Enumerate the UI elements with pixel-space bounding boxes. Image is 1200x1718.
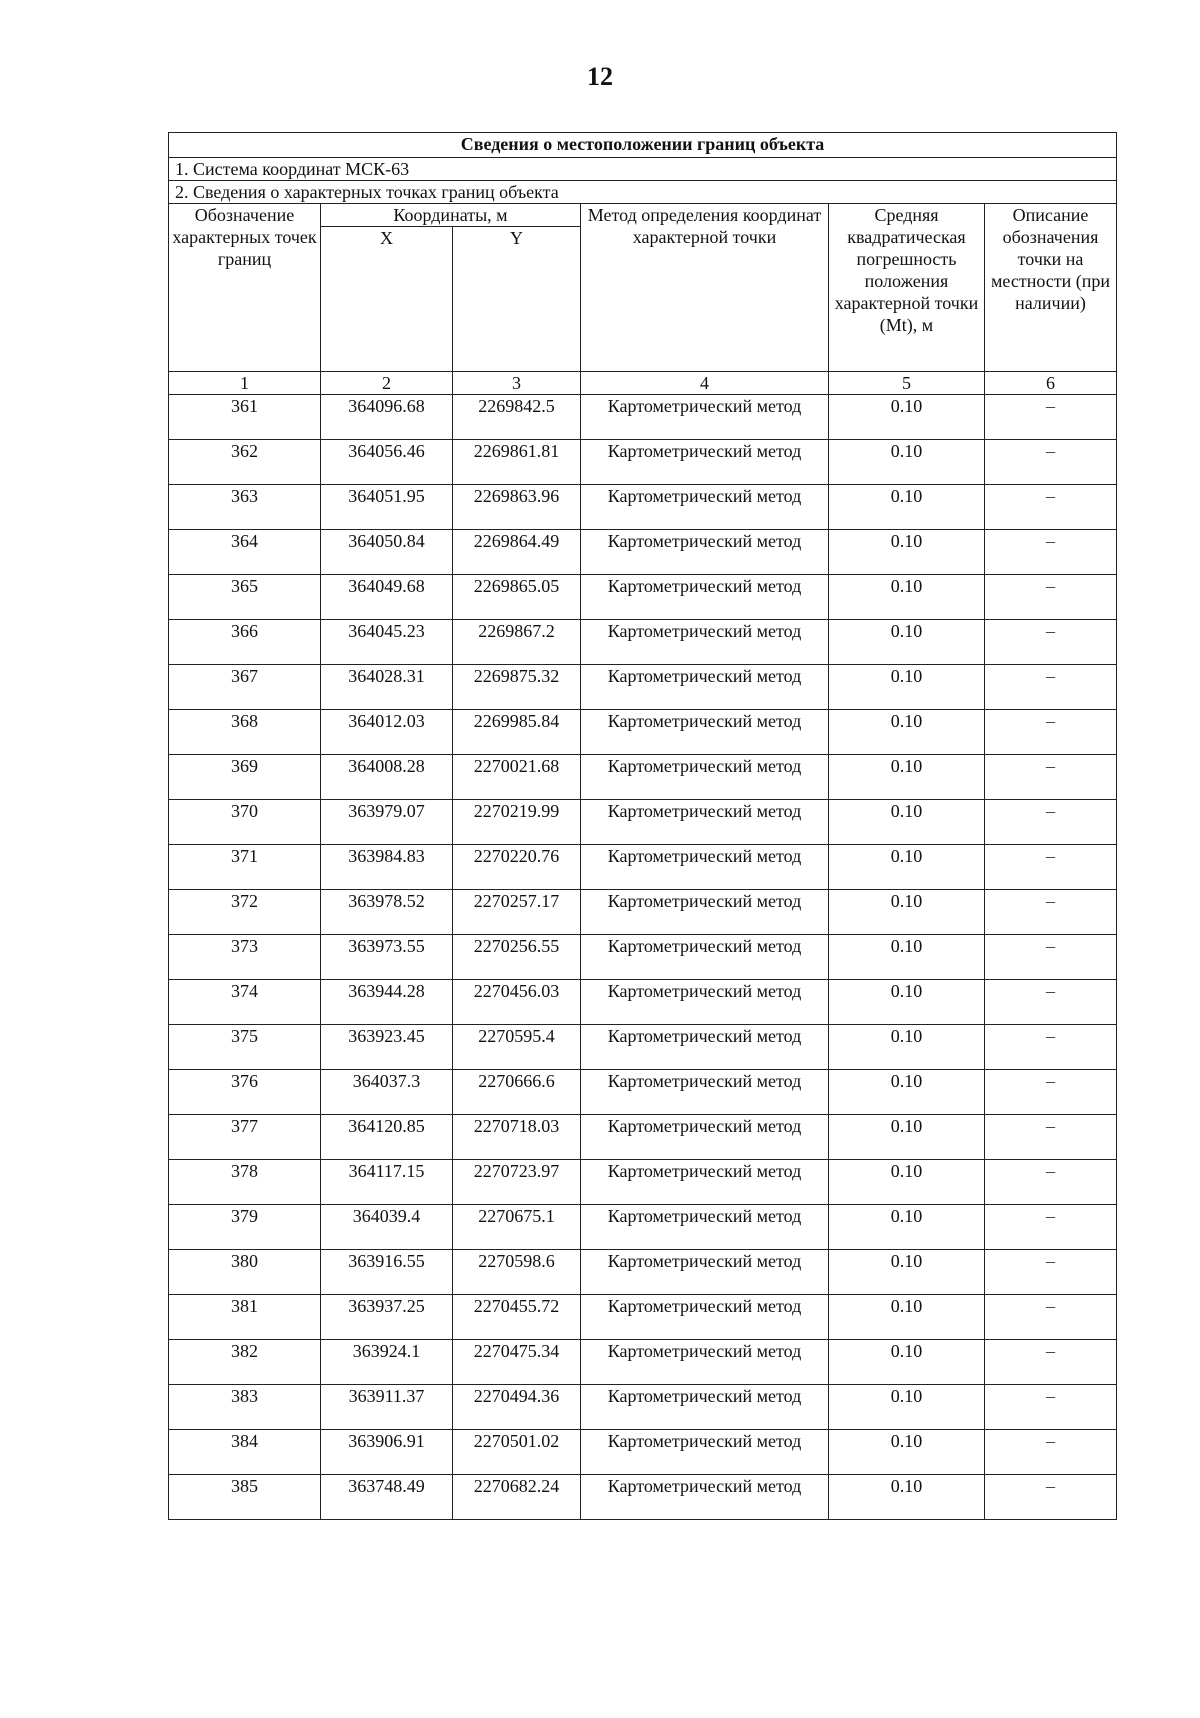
y-coordinate-cell: 2270456.03	[453, 980, 581, 1025]
x-coordinate-cell: 364117.15	[321, 1160, 453, 1205]
method-cell: Картометрический метод	[581, 1070, 829, 1115]
y-coordinate-cell: 2270455.72	[453, 1295, 581, 1340]
point-id-cell: 365	[169, 575, 321, 620]
description-cell: –	[985, 530, 1117, 575]
points-section-line: 2. Сведения о характерных точках границ объекта	[169, 181, 1117, 204]
error-cell: 0.10	[829, 1160, 985, 1205]
y-coordinate-cell: 2270494.36	[453, 1385, 581, 1430]
method-cell: Картометрический метод	[581, 845, 829, 890]
y-coordinate-cell: 2269864.49	[453, 530, 581, 575]
method-cell: Картометрический метод	[581, 440, 829, 485]
method-cell: Картометрический метод	[581, 890, 829, 935]
y-coordinate-cell: 2269875.32	[453, 665, 581, 710]
description-cell: –	[985, 1430, 1117, 1475]
description-cell: –	[985, 755, 1117, 800]
table-row	[169, 1340, 1117, 1385]
method-cell: Картометрический метод	[581, 1250, 829, 1295]
error-cell: 0.10	[829, 1295, 985, 1340]
x-coordinate-cell: 364056.46	[321, 440, 453, 485]
header-x: X	[321, 227, 453, 372]
column-number: 2	[321, 372, 453, 395]
x-coordinate-cell: 364051.95	[321, 485, 453, 530]
y-coordinate-cell: 2270666.6	[453, 1070, 581, 1115]
error-cell: 0.10	[829, 710, 985, 755]
x-coordinate-cell: 363937.25	[321, 1295, 453, 1340]
table-row	[169, 1025, 1117, 1070]
table-row	[169, 1205, 1117, 1250]
method-cell: Картометрический метод	[581, 755, 829, 800]
x-coordinate-cell: 364012.03	[321, 710, 453, 755]
method-cell: Картометрический метод	[581, 530, 829, 575]
x-coordinate-cell: 363979.07	[321, 800, 453, 845]
method-cell: Картометрический метод	[581, 1295, 829, 1340]
error-cell: 0.10	[829, 1475, 985, 1520]
table-row	[169, 1250, 1117, 1295]
method-cell: Картометрический метод	[581, 980, 829, 1025]
table-row	[169, 710, 1117, 755]
x-coordinate-cell: 363924.1	[321, 1340, 453, 1385]
y-coordinate-cell: 2269842.5	[453, 395, 581, 440]
method-cell: Картометрический метод	[581, 620, 829, 665]
x-coordinate-cell: 364120.85	[321, 1115, 453, 1160]
error-cell: 0.10	[829, 620, 985, 665]
column-number: 5	[829, 372, 985, 395]
method-cell: Картометрический метод	[581, 485, 829, 530]
x-coordinate-cell: 363978.52	[321, 890, 453, 935]
description-cell: –	[985, 935, 1117, 980]
description-cell: –	[985, 1295, 1117, 1340]
error-cell: 0.10	[829, 575, 985, 620]
table-row	[169, 530, 1117, 575]
point-id-cell: 374	[169, 980, 321, 1025]
description-cell: –	[985, 710, 1117, 755]
description-cell: –	[985, 575, 1117, 620]
column-numbers-row	[169, 372, 1117, 395]
description-cell: –	[985, 1340, 1117, 1385]
error-cell: 0.10	[829, 665, 985, 710]
error-cell: 0.10	[829, 485, 985, 530]
y-coordinate-cell: 2270723.97	[453, 1160, 581, 1205]
point-id-cell: 363	[169, 485, 321, 530]
table-row	[169, 1070, 1117, 1115]
error-cell: 0.10	[829, 395, 985, 440]
table-row	[169, 890, 1117, 935]
y-coordinate-cell: 2270598.6	[453, 1250, 581, 1295]
coordinate-system-line: 1. Система координат МСК-63	[169, 158, 1117, 181]
table-row	[169, 440, 1117, 485]
method-cell: Картометрический метод	[581, 1340, 829, 1385]
point-id-cell: 372	[169, 890, 321, 935]
error-cell: 0.10	[829, 1250, 985, 1295]
header-point-designation: Обозначение характерных точек границ	[169, 204, 321, 372]
error-cell: 0.10	[829, 980, 985, 1025]
method-cell: Картометрический метод	[581, 1025, 829, 1070]
description-cell: –	[985, 1250, 1117, 1295]
error-cell: 0.10	[829, 1205, 985, 1250]
point-id-cell: 362	[169, 440, 321, 485]
method-cell: Картометрический метод	[581, 575, 829, 620]
method-cell: Картометрический метод	[581, 1385, 829, 1430]
x-coordinate-cell: 364096.68	[321, 395, 453, 440]
header-error: Средняя квадратическая погрешность положения характерной точки (Mt), м	[829, 204, 985, 372]
method-cell: Картометрический метод	[581, 800, 829, 845]
description-cell: –	[985, 1070, 1117, 1115]
description-cell: –	[985, 1205, 1117, 1250]
table-row	[169, 1475, 1117, 1520]
method-cell: Картометрический метод	[581, 1115, 829, 1160]
header-description: Описание обозначения точки на местности (при наличии)	[985, 204, 1117, 372]
table-row	[169, 800, 1117, 845]
y-coordinate-cell: 2270021.68	[453, 755, 581, 800]
x-coordinate-cell: 364050.84	[321, 530, 453, 575]
error-cell: 0.10	[829, 755, 985, 800]
x-coordinate-cell: 363944.28	[321, 980, 453, 1025]
description-cell: –	[985, 440, 1117, 485]
description-cell: –	[985, 1475, 1117, 1520]
point-id-cell: 366	[169, 620, 321, 665]
description-cell: –	[985, 845, 1117, 890]
point-id-cell: 381	[169, 1295, 321, 1340]
point-id-cell: 368	[169, 710, 321, 755]
table-row	[169, 485, 1117, 530]
error-cell: 0.10	[829, 1385, 985, 1430]
y-coordinate-cell: 2270501.02	[453, 1430, 581, 1475]
method-cell: Картометрический метод	[581, 1430, 829, 1475]
table-row	[169, 1115, 1117, 1160]
table-row	[169, 1295, 1117, 1340]
description-cell: –	[985, 1025, 1117, 1070]
x-coordinate-cell: 363906.91	[321, 1430, 453, 1475]
method-cell: Картометрический метод	[581, 1205, 829, 1250]
y-coordinate-cell: 2270718.03	[453, 1115, 581, 1160]
method-cell: Картометрический метод	[581, 710, 829, 755]
boundary-points-table	[168, 132, 1117, 1520]
table-row	[169, 1385, 1117, 1430]
table-row	[169, 575, 1117, 620]
error-cell: 0.10	[829, 440, 985, 485]
point-id-cell: 385	[169, 1475, 321, 1520]
header-coordinates: Координаты, м	[321, 204, 581, 227]
description-cell: –	[985, 485, 1117, 530]
description-cell: –	[985, 800, 1117, 845]
y-coordinate-cell: 2270220.76	[453, 845, 581, 890]
table-row	[169, 620, 1117, 665]
error-cell: 0.10	[829, 890, 985, 935]
description-cell: –	[985, 980, 1117, 1025]
description-cell: –	[985, 665, 1117, 710]
table-row	[169, 980, 1117, 1025]
description-cell: –	[985, 1160, 1117, 1205]
y-coordinate-cell: 2269867.2	[453, 620, 581, 665]
table-title: Сведения о местоположении границ объекта	[169, 133, 1117, 158]
table-row	[169, 395, 1117, 440]
point-id-cell: 382	[169, 1340, 321, 1385]
method-cell: Картометрический метод	[581, 1160, 829, 1205]
point-id-cell: 370	[169, 800, 321, 845]
point-id-cell: 380	[169, 1250, 321, 1295]
method-cell: Картометрический метод	[581, 665, 829, 710]
page-number: 12	[587, 62, 613, 91]
y-coordinate-cell: 2269985.84	[453, 710, 581, 755]
table-row	[169, 755, 1117, 800]
point-id-cell: 383	[169, 1385, 321, 1430]
error-cell: 0.10	[829, 1070, 985, 1115]
x-coordinate-cell: 364045.23	[321, 620, 453, 665]
header-y: Y	[453, 227, 581, 372]
x-coordinate-cell: 364039.4	[321, 1205, 453, 1250]
table-row	[169, 665, 1117, 710]
x-coordinate-cell: 363916.55	[321, 1250, 453, 1295]
description-cell: –	[985, 620, 1117, 665]
point-id-cell: 378	[169, 1160, 321, 1205]
error-cell: 0.10	[829, 1430, 985, 1475]
y-coordinate-cell: 2270682.24	[453, 1475, 581, 1520]
error-cell: 0.10	[829, 1340, 985, 1385]
point-id-cell: 364	[169, 530, 321, 575]
error-cell: 0.10	[829, 845, 985, 890]
x-coordinate-cell: 363911.37	[321, 1385, 453, 1430]
error-cell: 0.10	[829, 1025, 985, 1070]
column-number: 4	[581, 372, 829, 395]
point-id-cell: 375	[169, 1025, 321, 1070]
x-coordinate-cell: 364008.28	[321, 755, 453, 800]
error-cell: 0.10	[829, 530, 985, 575]
x-coordinate-cell: 363984.83	[321, 845, 453, 890]
point-id-cell: 373	[169, 935, 321, 980]
table-row	[169, 935, 1117, 980]
table-row	[169, 1160, 1117, 1205]
error-cell: 0.10	[829, 935, 985, 980]
point-id-cell: 371	[169, 845, 321, 890]
description-cell: –	[985, 1385, 1117, 1430]
point-id-cell: 379	[169, 1205, 321, 1250]
point-id-cell: 377	[169, 1115, 321, 1160]
point-id-cell: 361	[169, 395, 321, 440]
y-coordinate-cell: 2269865.05	[453, 575, 581, 620]
error-cell: 0.10	[829, 800, 985, 845]
x-coordinate-cell: 363973.55	[321, 935, 453, 980]
point-id-cell: 384	[169, 1430, 321, 1475]
header-method: Метод определения координат характерной точки	[581, 204, 829, 372]
x-coordinate-cell: 364049.68	[321, 575, 453, 620]
table-row	[169, 845, 1117, 890]
description-cell: –	[985, 395, 1117, 440]
y-coordinate-cell: 2270595.4	[453, 1025, 581, 1070]
x-coordinate-cell: 364037.3	[321, 1070, 453, 1115]
point-id-cell: 376	[169, 1070, 321, 1115]
error-cell: 0.10	[829, 1115, 985, 1160]
point-id-cell: 367	[169, 665, 321, 710]
y-coordinate-cell: 2270219.99	[453, 800, 581, 845]
column-number: 1	[169, 372, 321, 395]
column-number: 3	[453, 372, 581, 395]
method-cell: Картометрический метод	[581, 395, 829, 440]
point-id-cell: 369	[169, 755, 321, 800]
description-cell: –	[985, 1115, 1117, 1160]
y-coordinate-cell: 2270475.34	[453, 1340, 581, 1385]
table-row	[169, 1430, 1117, 1475]
x-coordinate-cell: 363923.45	[321, 1025, 453, 1070]
y-coordinate-cell: 2269863.96	[453, 485, 581, 530]
column-number: 6	[985, 372, 1117, 395]
y-coordinate-cell: 2270256.55	[453, 935, 581, 980]
method-cell: Картометрический метод	[581, 1475, 829, 1520]
x-coordinate-cell: 364028.31	[321, 665, 453, 710]
y-coordinate-cell: 2270675.1	[453, 1205, 581, 1250]
method-cell: Картометрический метод	[581, 935, 829, 980]
description-cell: –	[985, 890, 1117, 935]
y-coordinate-cell: 2270257.17	[453, 890, 581, 935]
y-coordinate-cell: 2269861.81	[453, 440, 581, 485]
x-coordinate-cell: 363748.49	[321, 1475, 453, 1520]
